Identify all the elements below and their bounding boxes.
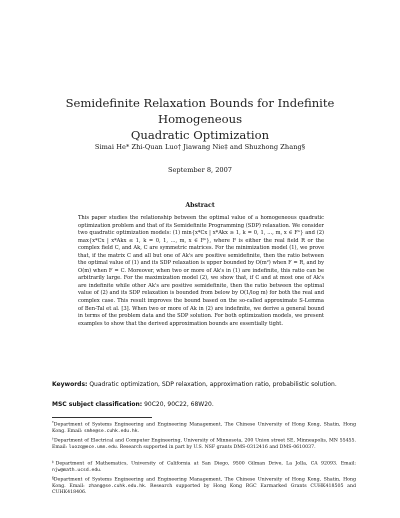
msc-label: MSC subject classification: [52,401,143,408]
footnote [52,436,356,451]
footnote-text: Department of Mathematics, University of California at San Diego, 9500 Gilman Drive, La Jolla, CA 92093. Email: [55,461,356,467]
keywords-line [52,381,352,388]
footnote [52,459,356,474]
footnote-email[interactable]: luozq@ece.umn.edu [68,445,117,450]
footnote-tail: . [99,468,102,473]
footnote [52,420,356,435]
footnote-email[interactable]: smhe@se.cuhk.edu.hk [83,429,138,434]
title-line-2: Quadratic Optimization [130,128,270,142]
msc-text: 90C20, 90C22, 68W20. [142,401,214,408]
title-line-1: Semidefinite Relaxation Bounds for Indefinite Homogeneous [65,96,335,126]
keywords-text: Quadratic optimization, SDP relaxation, approximation ratio, probabilistic solution. [87,381,337,388]
footnote-mark: § [52,476,54,480]
footnote-mark: † [52,437,55,441]
footnote-tail: . Research supported in part by U.S. NSF grants DMS-0312416 and DMS-0610037. [116,445,316,450]
paper-date: September 8, 2007 [168,166,232,174]
abstract-body [78,215,324,328]
footnote-rule [52,417,152,418]
paper-title [40,95,360,143]
footnote-mark: ‡ [52,460,56,464]
author-list: Simai He* Zhi-Quan Luo† Jiawang Nie‡ and Shuzhong Zhang§ [94,143,306,151]
msc-line [52,401,352,408]
footnote-email[interactable]: zhang@se.cuhk.edu.hk [88,484,145,489]
footnote-mark: * [52,421,54,425]
abstract-text: This paper studies the relationship between the optimal value of a homogeneous quadratic optimization problem and that of its Semidefinite Programming (SDP) relaxation. We consider two quadratic optimization models: (1) min{x*Cx | x*Akx ≥ 1, k = 0, 1, ..., m, x ∈ Fⁿ} and (2) max{x*Cx | x*Akx ≤ 1, k = 0, 1, ..., m, x ∈ Fⁿ}, where F is either the real field R or the complex field C, and Ak, C are symmetric matrices. For the minimization model (1), we prove that, if the matrix C and all but one of Ak's are positive semidefinite, then the ratio between the optimal value of (1) and its SDP relaxation is upper bounded by O(m²) when F = R, and by O(m) when F = C. Moreover, when two or more of Ak's in (1) are indefinite, this ratio can be arbitrarily large. For the maximization model (2), we show that, if C and at most one of Ak's are indefinite while other Ak's are positive semidefinite, then the ratio between the optimal value of (2) and its SDP relaxation is bounded from below by O(1/log m) for both the real and complex case. This result improves the bound based on the so-called approximate S-Lemma of Ben-Tal et al. [3]. When two or more of Ak in (2) are indefinite, we derive a general bound in terms of the problem data and the SDP solution. For both optimization models, we present examples to show that the derived approximation bounds are essentially tight. [78,215,324,327]
footnote [52,475,356,497]
footnote-text: Department of Systems Engineering and Engineering Management, The Chinese University of Hong Kong, Shatin, Hong Kong. Email: [52,422,356,434]
footnote-text: Department of Systems Engineering and Engineering Management, The Chinese University of Hong Kong, Shatin, Hong Kong. Email: [52,477,356,489]
footnote-tail: . Research supported by Hong Kong RGC Earmarked Grants CUHK418505 and CUHK418406. [52,484,356,496]
footnote-email[interactable]: njw@math.ucsd.edu [52,468,100,473]
footnote-text: Department of Electrical and Computer Engineering, University of Minnesota, 200 Union street SE, Minneapolis, MN 55455. Email: [52,438,357,450]
footnote-tail: . [137,429,140,434]
abstract-heading: Abstract [185,202,215,209]
keywords-label: Keywords: [52,381,88,388]
